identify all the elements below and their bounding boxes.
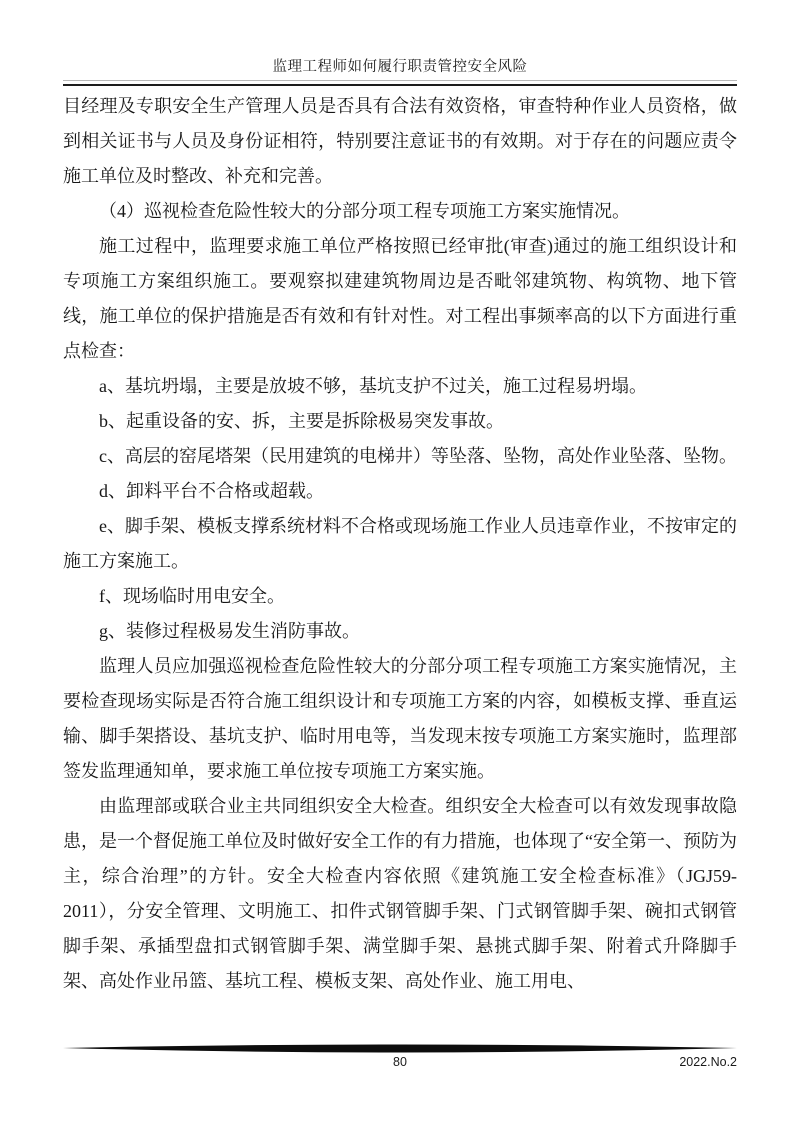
issue-number: 2022.No.2 xyxy=(679,1055,737,1069)
paragraph: 监理人员应加强巡视检查危险性较大的分部分项工程专项施工方案实施情况，主要检查现场实际是否符合施工组织设计和专项施工方案的内容，如模板支撑、垂直运输、脚手架搭设、基坑支护、临时用电等，当发现末按专项施工方案实施时，监理部签发监理通知单，要求施工单位按专项施工方案实施。 xyxy=(63,656,737,781)
paragraph: e、脚手架、模板支撑系统材料不合格或现场施工作业人员违章作业，不按审定的施工方案施工。 xyxy=(63,516,737,571)
body-text xyxy=(63,89,737,999)
paragraph: a、基坑坍塌，主要是放坡不够，基坑支护不过关，施工过程易坍塌。 xyxy=(99,376,647,396)
header-divider xyxy=(63,80,737,86)
footer-divider xyxy=(63,1044,737,1054)
paragraph: d、卸料平台不合格或超载。 xyxy=(99,481,324,501)
paragraph: 由监理部或联合业主共同组织安全大检查。组织安全大检查可以有效发现事故隐患，是一个督促施工单位及时做好安全工作的有力措施，也体现了“安全第一、预防为主，综合治理”的方针。安全大检查内容依照《建筑施工安全检查标准》（JGJ59-2011），分安全管理、文明施工、扣件式钢管脚手架、门式钢管脚手架、碗扣式钢管脚手架、承插型盘扣式钢管脚手架、满堂脚手架、悬挑式脚手架、附着式升降脚手架、高处作业吊篮、基坑工程、模板支架、高处作业、施工用电、 xyxy=(63,796,737,991)
running-title: 监理工程师如何履行职责管控安全风险 xyxy=(272,59,528,75)
paragraph: g、装修过程极易发生消防事故。 xyxy=(99,621,360,641)
page-footer xyxy=(63,1044,737,1075)
paragraph: b、起重设备的安、拆，主要是拆除极易突发事故。 xyxy=(99,411,504,431)
paragraph: （4）巡视检查危险性较大的分部分项工程专项施工方案实施情况。 xyxy=(99,201,630,221)
paragraph: 目经理及专职安全生产管理人员是否具有合法有效资格，审查特种作业人员资格，做到相关证书与人员及身份证相符，特别要注意证书的有效期。对于存在的问题应责令施工单位及时整改、补充和完善。 xyxy=(63,96,737,186)
paragraph: c、高层的窑尾塔架（民用建筑的电梯井）等坠落、坠物，高处作业坠落、坠物。 xyxy=(99,446,737,466)
paragraph: 施工过程中，监理要求施工单位严格按照已经审批(审查)通过的施工组织设计和专项施工方案组织施工。要观察拟建建筑物周边是否毗邻建筑物、构筑物、地下管线，施工单位的保护措施是否有效和有针对性。对工程出事频率高的以下方面进行重点检查： xyxy=(63,236,737,361)
footer-row xyxy=(63,1055,737,1075)
page-number: 80 xyxy=(393,1055,407,1069)
paragraph: f、现场临时用电安全。 xyxy=(99,586,285,606)
